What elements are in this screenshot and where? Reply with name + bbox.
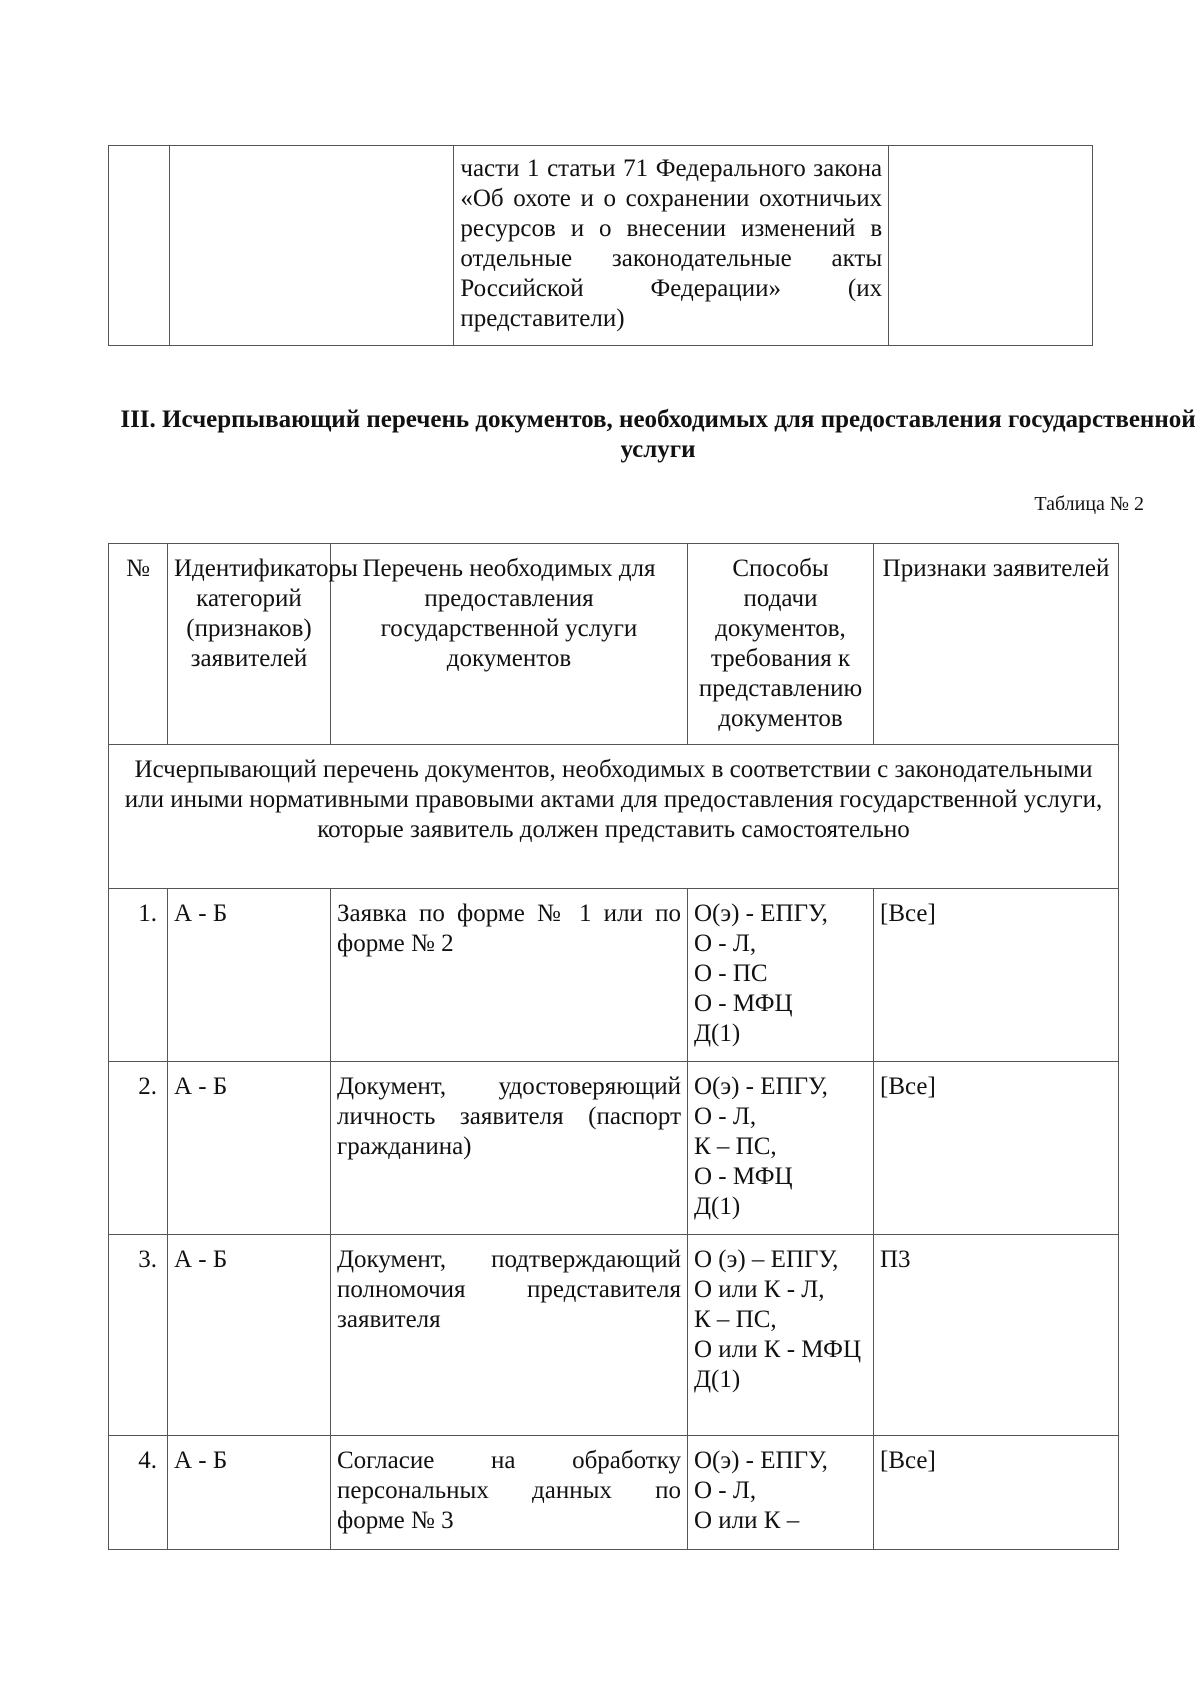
row-number: 1. [109,889,168,1062]
row-number: 3. [109,1235,168,1436]
row-signs: [Все] [874,1436,1119,1550]
group-title-row [109,745,1119,889]
empty-cell [170,146,454,346]
table-header-row [109,544,1119,745]
row-signs: [Все] [874,1062,1119,1235]
empty-cell [109,146,170,346]
table-row [109,1235,1119,1436]
row-document: Заявка по форме № 1 или по форме № 2 [331,889,688,1062]
header-documents: Перечень необходимых для предоставления государственной услуги документов [331,544,688,745]
row-methods: О (э) – ЕПГУ, О или К - Л, К – ПС, О или К - МФЦ Д(1) [688,1235,874,1436]
table-label: Таблица № 2 [1034,493,1144,515]
row-signs: [Все] [874,889,1119,1062]
group-title: Исчерпывающий перечень документов, необходимых в соответствии с законодательными или иными нормативными правовыми актами для предоставления государственной услуги, которые заявитель должен представить самостоятельно [109,745,1119,889]
row-methods: О(э) - ЕПГУ, О - Л, О или К – [688,1436,874,1550]
row-methods: О(э) - ЕПГУ, О - Л, К – ПС, О - МФЦ Д(1) [688,1062,874,1235]
header-methods: Способы подачи документов, требования к представлению документов [688,544,874,745]
top-continuation-table [108,145,1093,346]
section-heading: III. Исчерпывающий перечень документов, необходимых для предоставления государственной услуги [120,406,1196,463]
row-document: Документ, подтверждающий полномочия представителя заявителя [331,1235,688,1436]
row-identifiers: А - Б [168,1436,331,1550]
row-number: 4. [109,1436,168,1550]
header-identifiers: Идентификаторы категорий (признаков) заявителей [168,544,331,745]
table-row [109,1062,1119,1235]
table-row [109,889,1119,1062]
documents-table [108,543,1119,1550]
header-number: № [109,544,168,745]
row-document: Согласие на обработку персональных данных по форме № 3 [331,1436,688,1550]
row-identifiers: А - Б [168,1062,331,1235]
row-signs: П3 [874,1235,1119,1436]
empty-cell [889,146,1093,346]
row-identifiers: А - Б [168,1235,331,1436]
applicant-description-cell: части 1 статьи 71 Федерального закона «Об охоте и о сохранении охотничьих ресурсов и о внесении изменений в отдельные законодательные акты Российской Федерации» (их представители) [454,146,889,346]
row-methods: О(э) - ЕПГУ, О - Л, О - ПС О - МФЦ Д(1) [688,889,874,1062]
header-signs: Признаки заявителей [874,544,1119,745]
row-number: 2. [109,1062,168,1235]
table-row [109,146,1093,346]
table-row [109,1436,1119,1550]
row-document: Документ, удостоверяющий личность заявителя (паспорт гражданина) [331,1062,688,1235]
row-identifiers: А - Б [168,889,331,1062]
